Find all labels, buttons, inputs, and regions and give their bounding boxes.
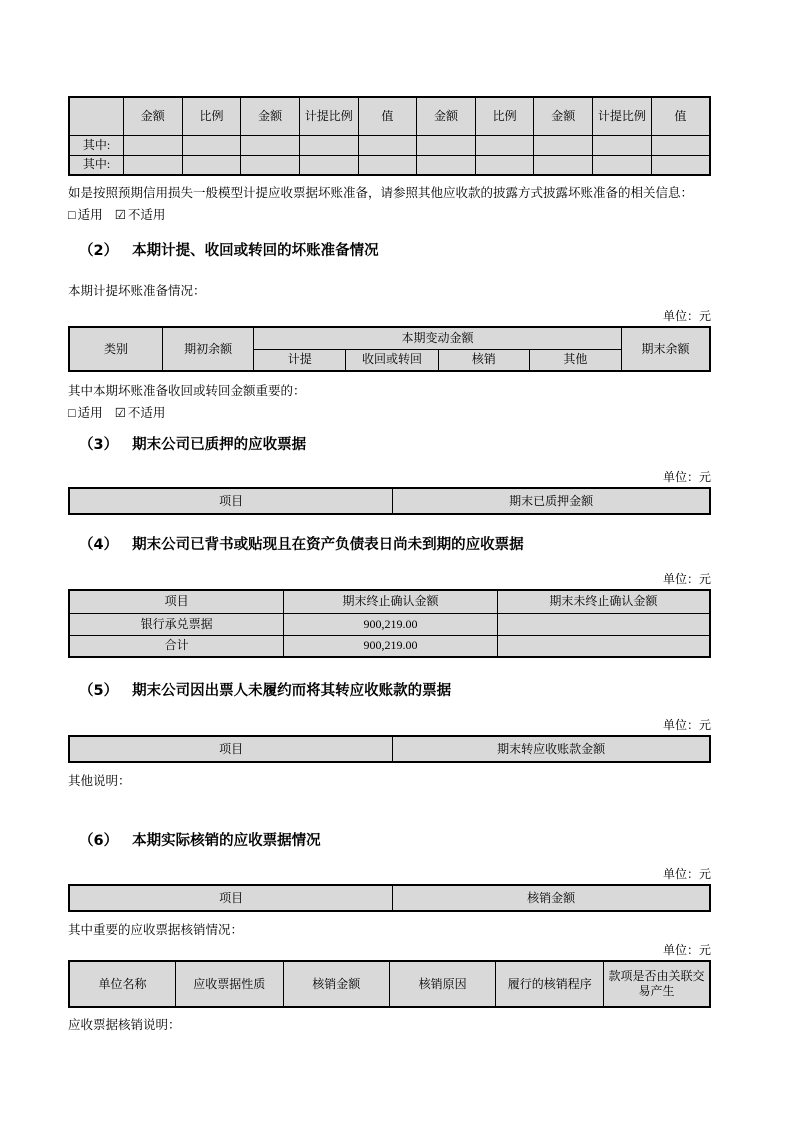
section-title: 期末公司已质押的应收票据	[132, 437, 307, 453]
header-cell-amount: 金额	[534, 97, 593, 135]
header-cell-closing-balance: 期末余额	[622, 327, 711, 371]
writeoff-note-text: 应收票据核销说明：	[68, 1018, 181, 1032]
header-cell-derecognized: 期末终止确认金额	[284, 590, 497, 613]
header-cell-pledged-amount: 期末已质押金额	[393, 488, 710, 514]
checkbox-unchecked-icon: □	[68, 406, 76, 420]
header-cell-recovery: 收回或转回	[346, 349, 438, 371]
row-label-cell: 其中:	[69, 155, 123, 175]
empty-cell	[651, 135, 710, 155]
table-header-row	[69, 488, 710, 514]
section-5-heading	[68, 682, 711, 701]
header-cell-writeoff: 核销	[438, 349, 529, 371]
header-cell-writeoff-procedure: 履行的核销程序	[496, 961, 604, 1007]
section-title: 本期实际核销的应收票据情况	[132, 833, 321, 849]
empty-cell	[182, 155, 241, 175]
header-cell-writeoff-reason: 核销原因	[389, 961, 495, 1007]
empty-cell	[299, 155, 358, 175]
table-header-row	[69, 736, 710, 762]
unit-label: 单位：元	[662, 943, 711, 957]
section-number: （4）	[79, 537, 119, 553]
header-cell-related-party: 款项是否由关联交易产生	[604, 961, 710, 1007]
section-3-heading	[68, 436, 711, 455]
row-label-cell: 其中:	[69, 135, 123, 155]
applicable-label: 适用	[77, 406, 103, 420]
header-cell-ratio: 比例	[475, 97, 534, 135]
section-title: 期末公司因出票人未履约而将其转应收账款的票据	[132, 683, 452, 699]
pledged-notes-table	[68, 487, 711, 515]
section-number: （6）	[79, 833, 119, 849]
table-header-row	[69, 97, 710, 135]
empty-cell	[593, 155, 652, 175]
empty-cell	[182, 135, 241, 155]
provision-intro-text: 本期计提坏账准备情况：	[68, 284, 206, 298]
header-cell-accrual: 计提	[254, 349, 346, 371]
header-cell-writeoff-amount: 核销金额	[393, 885, 710, 911]
section-title: 期末公司已背书或贴现且在资产负债表日尚未到期的应收票据	[132, 537, 524, 553]
writeoff-table	[68, 884, 711, 912]
header-cell-value: 值	[358, 97, 417, 135]
empty-cell	[358, 155, 417, 175]
header-cell-item: 项目	[69, 885, 393, 911]
ecl-note-text: 如是按照预期信用损失一般模型计提应收票据坏账准备，请参照其他应收款的披露方式披露坏账准备的相关信息：	[68, 186, 694, 200]
empty-cell	[475, 135, 534, 155]
empty-cell	[475, 155, 534, 175]
important-writeoff-note-text: 其中重要的应收票据核销情况：	[68, 923, 244, 937]
header-cell-amount: 金额	[123, 97, 182, 135]
table-row	[69, 155, 710, 175]
unit-label: 单位：元	[662, 470, 711, 484]
empty-cell	[299, 135, 358, 155]
table-row	[69, 613, 710, 635]
unit-label: 单位：元	[662, 867, 711, 881]
empty-cell	[497, 613, 710, 635]
section-4-heading	[68, 536, 711, 555]
header-cell-note-nature: 应收票据性质	[175, 961, 283, 1007]
other-note-text: 其他说明：	[68, 774, 131, 788]
table-header-row	[69, 961, 710, 1007]
applicability-line	[68, 405, 711, 422]
unit-label: 单位：元	[662, 572, 711, 586]
header-cell-other: 其他	[529, 349, 621, 371]
section-6-heading	[68, 832, 711, 851]
header-cell-provision-ratio: 计提比例	[593, 97, 652, 135]
header-cell-provision-ratio: 计提比例	[299, 97, 358, 135]
not-applicable-label: 不适用	[127, 208, 166, 222]
applicability-line	[68, 207, 711, 224]
checkbox-checked-icon: ☑	[114, 208, 126, 222]
table-header-row	[69, 590, 710, 613]
header-cell-amount: 金额	[241, 97, 300, 135]
header-cell-entity-name: 单位名称	[69, 961, 175, 1007]
row-label-cell: 合计	[69, 635, 284, 657]
checkbox-checked-icon: ☑	[114, 406, 126, 420]
endorsed-notes-table	[68, 589, 711, 658]
amount-cell: 900,219.00	[284, 613, 497, 635]
empty-cell	[534, 135, 593, 155]
section-number: （3）	[79, 437, 119, 453]
section-number: （5）	[79, 683, 119, 699]
table-header-row	[69, 885, 710, 911]
section-2-heading	[68, 242, 711, 261]
empty-cell	[123, 155, 182, 175]
empty-cell	[593, 135, 652, 155]
applicable-label: 适用	[77, 208, 103, 222]
header-cell-transferred-amount: 期末转应收账款金额	[393, 736, 710, 762]
transferred-notes-table	[68, 735, 711, 763]
header-cell-writeoff-amount: 核销金额	[283, 961, 389, 1007]
empty-cell	[123, 135, 182, 155]
amount-cell: 900,219.00	[284, 635, 497, 657]
header-cell-opening-balance: 期初余额	[163, 327, 254, 371]
row-label-cell: 银行承兑票据	[69, 613, 284, 635]
header-cell-value: 值	[651, 97, 710, 135]
empty-cell	[358, 135, 417, 155]
header-cell-amount: 金额	[417, 97, 476, 135]
provision-category-table	[68, 96, 711, 176]
header-cell-category: 类别	[69, 327, 163, 371]
header-cell-item: 项目	[69, 736, 393, 762]
not-applicable-label: 不适用	[127, 406, 166, 420]
table-header-row	[69, 327, 710, 349]
checkbox-unchecked-icon: □	[68, 208, 76, 222]
header-cell-blank	[69, 97, 123, 135]
header-cell-ratio: 比例	[182, 97, 241, 135]
header-cell-not-derecognized: 期末未终止确认金额	[497, 590, 710, 613]
section-number: （2）	[79, 243, 119, 259]
provision-change-table	[68, 326, 711, 372]
empty-cell	[241, 155, 300, 175]
empty-cell	[651, 155, 710, 175]
unit-label: 单位：元	[662, 718, 711, 732]
table-row	[69, 635, 710, 657]
section-title: 本期计提、收回或转回的坏账准备情况	[132, 243, 379, 259]
page-content	[68, 96, 711, 1034]
unit-label: 单位：元	[662, 309, 711, 323]
header-cell-item: 项目	[69, 488, 393, 514]
empty-cell	[497, 635, 710, 657]
empty-cell	[417, 155, 476, 175]
header-cell-change-group: 本期变动金额	[254, 327, 622, 349]
important-writeoff-table	[68, 960, 711, 1008]
empty-cell	[534, 155, 593, 175]
header-cell-item: 项目	[69, 590, 284, 613]
table-row	[69, 135, 710, 155]
empty-cell	[417, 135, 476, 155]
recovery-note-text: 其中本期坏账准备收回或转回金额重要的：	[68, 384, 306, 398]
empty-cell	[241, 135, 300, 155]
